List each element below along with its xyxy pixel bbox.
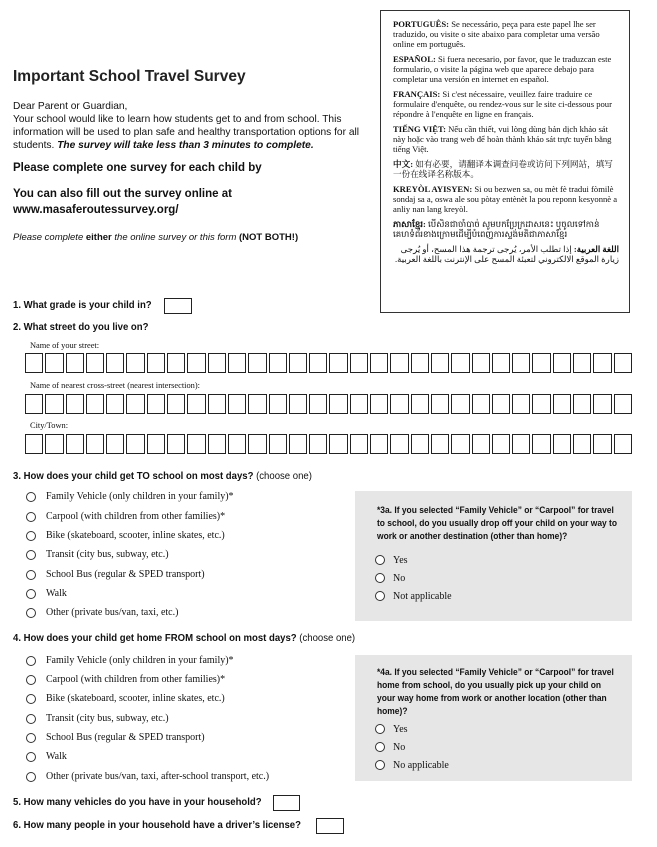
q4-option-walk[interactable]: Walk (26, 751, 67, 762)
radio-icon[interactable] (26, 675, 36, 685)
q4-option-other[interactable]: Other (private bus/van, taxi, after-school transport, etc.) (26, 771, 269, 782)
online-line: You can also fill out the survey online at (13, 188, 232, 200)
intro-greeting: Dear Parent or Guardian, (13, 101, 128, 112)
question-6-label: 6. How many people in your household have a driver’s license? (13, 820, 301, 831)
q4-option-bike[interactable]: Bike (skateboard, scooter, inline skates, etc.) (26, 693, 225, 704)
radio-icon[interactable] (26, 714, 36, 724)
lang-portuguese: PORTUGUÊS: Se necessário, peça para este papel lhe ser traduzido, ou visite o site abaixo para completar uma versão online em português. (393, 19, 600, 49)
q3-option-walk[interactable]: Walk (26, 588, 67, 599)
q3-option-transit[interactable]: Transit (city bus, subway, etc.) (26, 549, 169, 560)
q3-option-school-bus[interactable]: School Bus (regular & SPED transport) (26, 569, 205, 580)
radio-icon[interactable] (26, 656, 36, 666)
radio-icon[interactable] (26, 608, 36, 618)
q4a-option-yes[interactable]: Yes (375, 720, 622, 738)
radio-icon[interactable] (375, 724, 385, 734)
intro-emphasis: The survey will take less than 3 minutes to complete. (57, 140, 314, 151)
q4-option-family-vehicle[interactable]: Family Vehicle (only children in your family)* (26, 655, 234, 666)
radio-icon[interactable] (375, 760, 385, 770)
radio-icon[interactable] (26, 512, 36, 522)
q3-option-carpool[interactable]: Carpool (with children from other families)* (26, 511, 225, 522)
either-instruction: Please complete either the online survey or this form (NOT BOTH!) (13, 232, 299, 243)
city-town-label: City/Town: (30, 421, 69, 430)
intro-body: Your school would like to learn how students get to and from school. This information will be used to plan safe and healthy transportation options for all students. (13, 114, 360, 151)
q3-option-other[interactable]: Other (private bus/van, taxi, etc.) (26, 607, 178, 618)
q3-option-bike[interactable]: Bike (skateboard, scooter, inline skates, etc.) (26, 530, 225, 541)
lang-haitian-creole: KREYÒL AYISYEN: Si ou bezwen sa, ou mèt fè tradui fòmilè sondaj sa a, oswa ale sou pòtay entènèt la pou reponn kesyonnè a anliy nan lang kreyòl. (393, 184, 618, 214)
q4a-option-no[interactable]: No (375, 738, 622, 756)
question-4-label: 4. How does your child get home FROM school on most days? (choose one) (13, 633, 356, 644)
vehicles-input-box[interactable] (273, 795, 300, 811)
cross-street-label: Name of nearest cross-street (nearest intersection): (30, 381, 200, 390)
radio-icon[interactable] (375, 591, 385, 601)
q3-option-family-vehicle[interactable]: Family Vehicle (only children in your family)* (26, 491, 234, 502)
radio-icon[interactable] (375, 573, 385, 583)
drivers-license-input-box[interactable] (316, 818, 344, 834)
lang-chinese: 中文: 如有必要，请翻译本调查问卷或访问下列网站，填写一份在线译名称版本。 (393, 159, 613, 179)
street-name-label: Name of your street: (30, 341, 100, 350)
radio-icon[interactable] (26, 531, 36, 541)
radio-icon[interactable] (26, 772, 36, 782)
lang-vietnamese: TIẾNG VIỆT: Nếu cần thiết, vui lòng dùng bản dịch khảo sát này hoặc vào trang web để hoàn thành khảo sát trực tuyến bằng tiếng Việt. (393, 124, 612, 154)
radio-icon[interactable] (375, 742, 385, 752)
one-survey-per-child-note: Please complete one survey for each child by (13, 162, 262, 174)
lang-french: FRANÇAIS: Si c'est nécessaire, veuillez faire traduire ce formulaire d'enquête, ou rendez-vous sur le site ci-dessous pour répondre à l'enquête en ligne en français. (393, 89, 612, 119)
radio-icon[interactable] (26, 570, 36, 580)
survey-title: Important School Travel Survey (13, 68, 246, 85)
intro-paragraph (13, 100, 363, 152)
question-4a-label: *4a. If you selected “Family Vehicle” or “Carpool” for travel home from school, do you usually pick up your child on your way home from work or another location (other than home)? (377, 666, 614, 716)
question-1-label: 1. What grade is your child in? (13, 300, 152, 311)
radio-icon[interactable] (26, 589, 36, 599)
lang-arabic: اللغة العربية: إذا تطلب الأمر، يُرجى ترجمة هذا المسح، أو يُرجى زيارة الموقع الالكتروني لتعبئة المسح على الإنترنت باللغة العربية. (395, 244, 619, 264)
question-3a-box (355, 491, 632, 621)
grade-input-box[interactable] (164, 298, 192, 314)
radio-icon[interactable] (26, 694, 36, 704)
lang-khmer: ភាសាខ្មែរ: បើសិនជាចាំបាច់ សូមបកប្រែក្រដាសនេះ ឬចូលទៅកាន់គេហទំព័រខាងក្រោមដើម្បីបំពេញការស្ទង់មតិជាភាសាខ្មែរ (393, 219, 600, 239)
q3a-option-not-applicable[interactable]: Not applicable (375, 587, 622, 605)
city-town-cells[interactable] (25, 434, 634, 454)
q4-option-carpool[interactable]: Carpool (with children from other families)* (26, 674, 225, 685)
question-3-label: 3. How does your child get TO school on most days? (choose one) (13, 471, 312, 482)
radio-icon[interactable] (26, 550, 36, 560)
q3a-option-no[interactable]: No (375, 569, 622, 587)
question-4a-box (355, 655, 632, 781)
online-url: www.masaferoutessurvey.org/ (13, 204, 179, 216)
question-5-label: 5. How many vehicles do you have in your household? (13, 797, 262, 808)
radio-icon[interactable] (375, 555, 385, 565)
street-name-cells[interactable] (25, 353, 634, 373)
radio-icon[interactable] (26, 752, 36, 762)
radio-icon[interactable] (26, 733, 36, 743)
q4a-option-not-applicable[interactable]: No applicable (375, 756, 622, 774)
translation-notice-box (380, 10, 630, 313)
q4-option-transit[interactable]: Transit (city bus, subway, etc.) (26, 713, 169, 724)
question-3a-label: *3a. If you selected “Family Vehicle” or “Carpool” for travel to school, do you usually drop off your child on your way to work or another destination (other than home)? (377, 504, 618, 541)
lang-spanish: ESPAÑOL: Si fuera necesario, por favor, que le traduzcan este formulario, o visite la página web que aparece debajo para completar una versión en internet en español. (393, 54, 612, 84)
q4-option-school-bus[interactable]: School Bus (regular & SPED transport) (26, 732, 205, 743)
cross-street-cells[interactable] (25, 394, 634, 414)
radio-icon[interactable] (26, 492, 36, 502)
q3a-option-yes[interactable]: Yes (375, 551, 622, 569)
question-2-label: 2. What street do you live on? (13, 322, 149, 333)
online-survey-note (13, 186, 232, 218)
